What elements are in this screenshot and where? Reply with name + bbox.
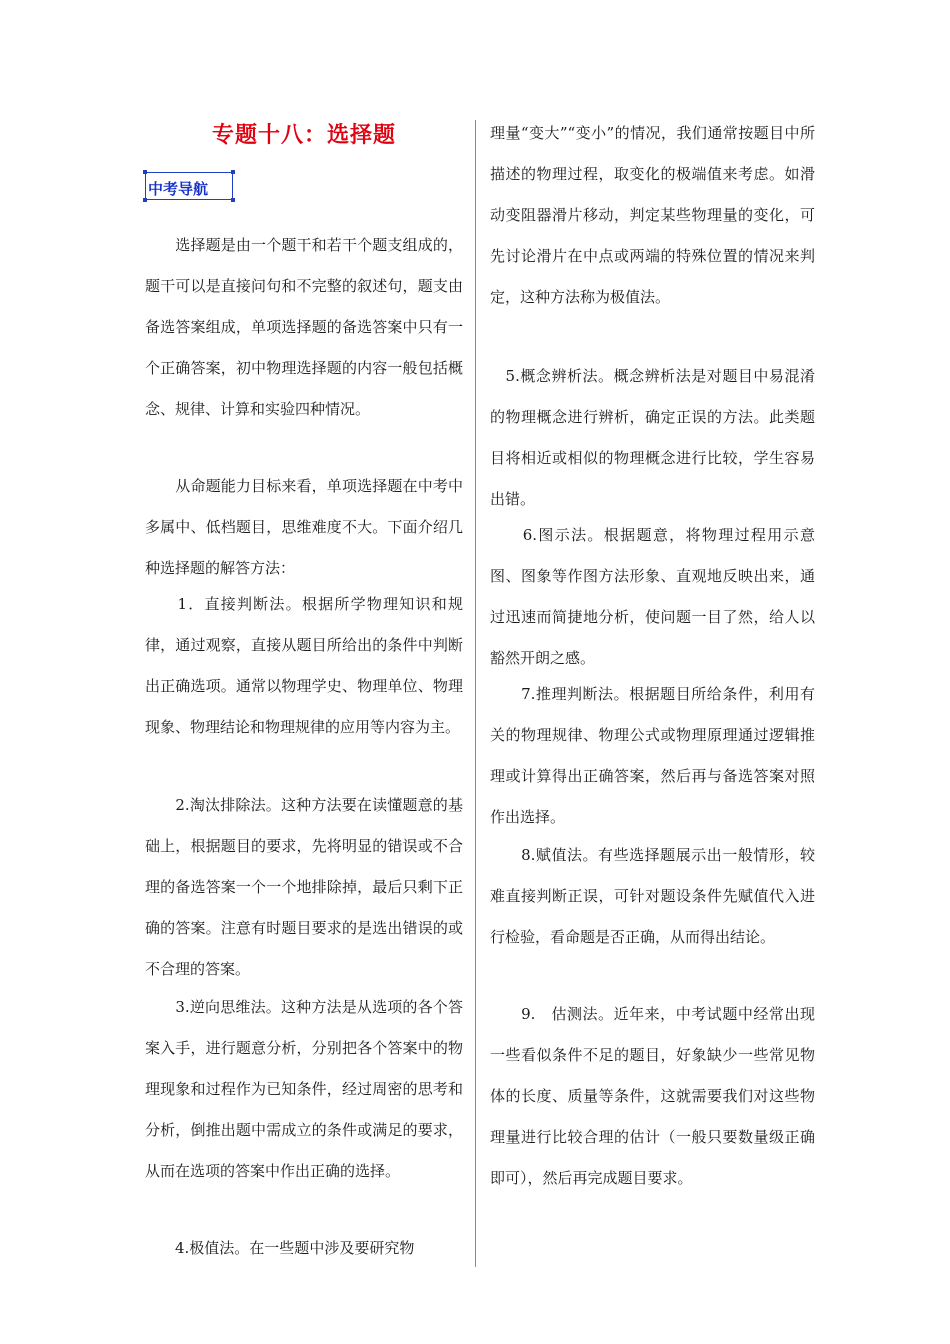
paragraph-method-4-start: 4.极值法。在一些题中涉及要研究物 [145, 1239, 415, 1257]
paragraph-intro: 选择题是由一个题干和若干个题支组成的，题干可以是直接问句和不完整的叙述句，题支由备选答案组成，单项选择题的备选答案中只有一个正确答案，初中物理选择题的内容一般包括概念、规律、计算和实验四种情况。 [145, 236, 463, 418]
box-handle-icon [143, 198, 147, 202]
paragraph-overview: 从命题能力目标来看，单项选择题在中考中多属中、低档题目，思维难度不大。下面介绍几种选择题的解答方法： [145, 477, 463, 577]
paragraph-method-6: 6.图示法。根据题意，将物理过程用示意图、图象等作图方法形象、直观地反映出来，通过迅速而简捷地分析，使问题一目了然，给人以豁然开朗之感。 [490, 526, 815, 667]
page-title: 专题十八：选择题 [211, 122, 396, 148]
nav-label-box [145, 172, 233, 200]
paragraph-method-3: 3.逆向思维法。这种方法是从选项的各个答案入手，进行题意分析，分别把各个答案中的物理现象和过程作为已知条件，经过周密的思考和分析，倒推出题中需成立的条件或满足的要求，从而在选项的答案中作出正确的选择。 [145, 998, 463, 1180]
paragraph-method-7: 7.推理判断法。根据题目所给条件，利用有关的物理规律、物理公式或物理原理通过逻辑推理或计算得出正确答案，然后再与备选答案对照作出选择。 [490, 685, 815, 826]
paragraph-method-2: 2.淘汰排除法。这种方法要在读懂题意的基础上，根据题目的要求，先将明显的错误或不合理的备选答案一个一个地排除掉，最后只剩下正确的答案。注意有时题目要求的是选出错误的或不合理的答案。 [145, 796, 463, 978]
paragraph-method-5: 5.概念辨析法。概念辨析法是对题目中易混淆的物理概念进行辨析，确定正误的方法。此类题目将相近或相似的物理概念进行比较，学生容易出错。 [490, 367, 815, 508]
paragraph-method-1: 1．直接判断法。根据所学物理知识和规律，通过观察，直接从题目所给出的条件中判断出正确选项。通常以物理学史、物理单位、物理现象、物理结论和物理规律的应用等内容为主。 [145, 595, 463, 736]
box-handle-icon [231, 198, 235, 202]
column-divider [475, 120, 476, 1267]
paragraph-method-8: 8.赋值法。有些选择题展示出一般情形，较难直接判断正误，可针对题设条件先赋值代入进行检验，看命题是否正确，从而得出结论。 [490, 846, 815, 946]
paragraph-method-4-cont: 理量“变大”“变小”的情况，我们通常按题目中所描述的物理过程，取变化的极端值来考虑。如滑动变阻器滑片移动，判定某些物理量的变化，可先讨论滑片在中点或两端的特殊位置的情况来判定，这种方法称为极值法。 [490, 124, 815, 306]
nav-label: 中考导航 [148, 180, 209, 198]
paragraph-method-9: 9. 估测法。近年来，中考试题中经常出现一些看似条件不足的题目，好象缺少一些常见物体的长度、质量等条件，这就需要我们对这些物理量进行比较合理的估计（一般只要数量级正确即可），然后再完成题目要求。 [490, 1005, 815, 1187]
box-handle-icon [231, 170, 235, 174]
box-handle-icon [143, 170, 147, 174]
